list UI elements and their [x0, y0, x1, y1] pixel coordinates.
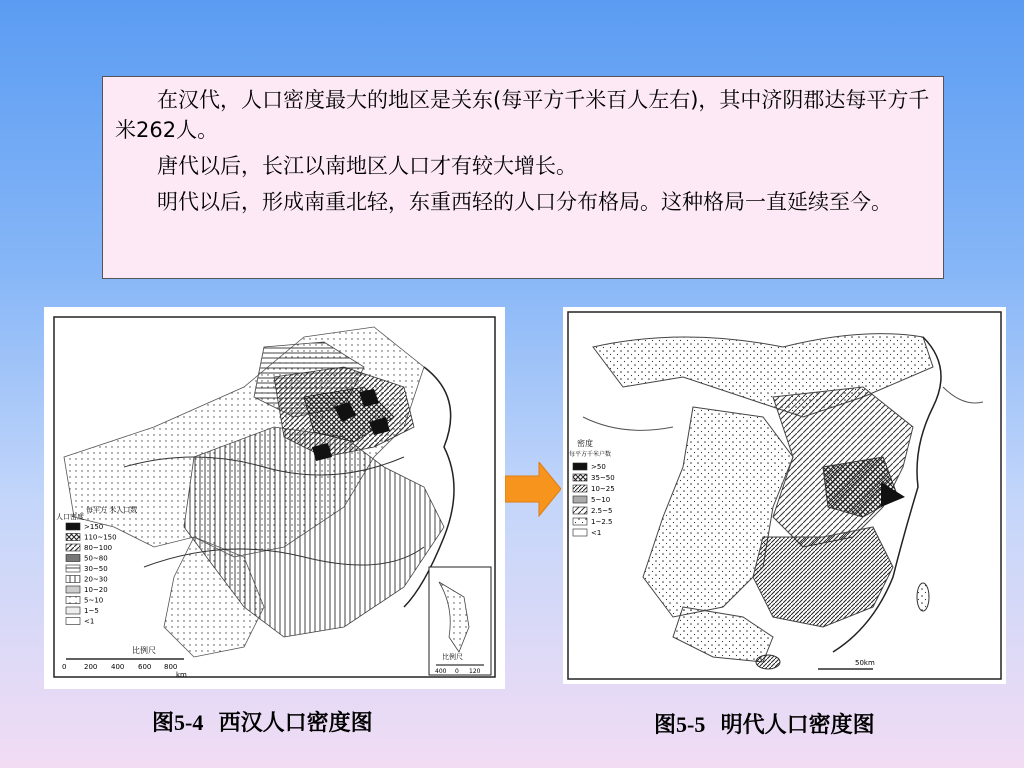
han-scale-tick-4: 800 — [164, 663, 178, 671]
han-legend-item-swatch — [66, 607, 80, 614]
description-textbox — [102, 76, 944, 279]
han-scale-unit: km — [176, 671, 187, 679]
inset-scale-title: 比例尺 — [442, 653, 463, 661]
ming-legend-item-label: 2.5~5 — [591, 507, 613, 515]
inset-scale-tick-1: 0 — [455, 668, 459, 675]
han-legend-item-swatch — [66, 618, 80, 625]
ming-scale-label: 50km — [855, 659, 875, 667]
han-scale-tick-3: 600 — [138, 663, 152, 671]
ming-legend-item-swatch — [573, 507, 587, 514]
han-scale-tick-0: 0 — [62, 663, 67, 671]
caption-han-prefix: 图 — [152, 710, 175, 736]
han-legend-item-swatch — [66, 544, 80, 551]
ming-legend-item-swatch — [573, 485, 587, 492]
han-legend-item-label: <1 — [84, 617, 95, 626]
han-legend-item-label: 20~30 — [84, 575, 108, 584]
ming-legend-item-label: <1 — [591, 529, 602, 537]
han-legend-item-swatch — [66, 565, 80, 572]
ming-legend-item-label: >50 — [591, 463, 606, 471]
han-legend-title: 每平方 米人口数 — [86, 506, 138, 514]
han-legend-item-label: 5~10 — [84, 596, 104, 605]
han-map-graphic — [44, 307, 505, 689]
caption-han-number: 5-4 — [174, 710, 204, 735]
ming-legend-item-label: 1~2.5 — [591, 518, 613, 526]
ming-legend-item-label: 35~50 — [591, 474, 615, 482]
caption-ming-prefix: 图 — [654, 712, 677, 738]
ming-legend-item-swatch — [573, 463, 587, 470]
han-scale-tick-1: 200 — [84, 663, 98, 671]
han-legend-item-label: 10~20 — [84, 586, 108, 594]
han-legend-item-label: 80~100 — [84, 544, 113, 552]
caption-han-title: 西汉人口密度图 — [218, 710, 373, 736]
ming-population-map — [563, 307, 1006, 684]
ming-legend-item-label: 10~25 — [591, 485, 615, 493]
caption-han-map — [152, 706, 373, 737]
ming-legend — [569, 438, 615, 537]
han-legend-item-swatch — [66, 597, 80, 604]
ming-legend-title: 密度 — [577, 439, 593, 448]
paragraph-ming: 明代以后，形成南重北轻，东重西轻的人口分布格局。这种格局一直延续至今。 — [157, 190, 892, 214]
han-legend-item-label: >150 — [84, 523, 104, 531]
paragraph-tang: 唐代以后，长江以南地区人口才有较大增长。 — [157, 154, 577, 178]
ming-map-graphic — [563, 307, 1006, 684]
han-legend-item-label: 50~80 — [84, 554, 108, 563]
caption-ming-number: 5-5 — [676, 712, 706, 737]
han-legend-item-swatch — [66, 586, 80, 593]
han-legend-item-label: 1~5 — [84, 607, 99, 615]
han-legend-item-swatch — [66, 523, 80, 530]
caption-ming-map — [654, 708, 875, 739]
ming-legend-subtitle: 每平方千米户数 — [569, 451, 612, 458]
inset-scale-tick-0: 400 — [435, 668, 447, 675]
han-legend-item-label: 30~50 — [84, 565, 108, 573]
ming-legend-item-swatch — [573, 529, 587, 536]
han-population-map — [44, 307, 505, 689]
han-legend-item-swatch — [66, 555, 80, 562]
han-scale-title: 比例尺 — [132, 646, 156, 655]
han-legend-side: 人口密度 — [56, 513, 84, 521]
han-legend-item-swatch — [66, 534, 80, 541]
han-legend-item-swatch — [66, 576, 80, 583]
ming-legend-item-swatch — [573, 474, 587, 481]
inset-scale-tick-2: 120 — [469, 668, 481, 675]
paragraph-han: 在汉代，人口密度最大的地区是关东(每平方千米百人左右)，其中济阴郡达每平方千米262人。 — [115, 88, 930, 142]
han-legend-item-label: 110~150 — [84, 533, 117, 542]
right-arrow-icon — [505, 462, 561, 517]
caption-ming-title: 明代人口密度图 — [720, 712, 875, 738]
ming-legend-item-label: 5~10 — [591, 496, 611, 504]
han-scale-tick-2: 400 — [111, 663, 125, 671]
ming-legend-item-swatch — [573, 496, 587, 503]
ming-legend-item-swatch — [573, 518, 587, 525]
